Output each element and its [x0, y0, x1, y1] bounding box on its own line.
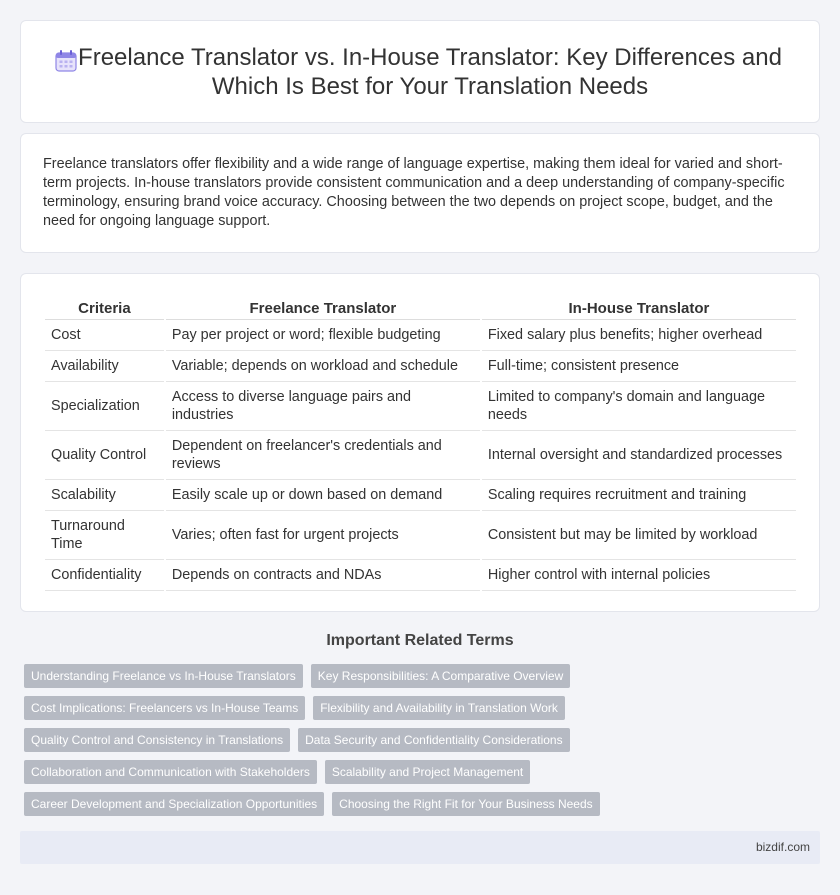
table-cell: Access to diverse language pairs and industries	[166, 382, 480, 431]
page-title: Freelance Translator vs. In-House Translator: Key Differences and Which Is Best for Your Translation Needs	[78, 43, 782, 100]
table-row	[45, 351, 796, 382]
table-cell: Fixed salary plus benefits; higher overhead	[482, 320, 796, 351]
related-terms-list	[24, 664, 824, 824]
table-cell: Cost	[45, 320, 164, 351]
table-cell: Varies; often fast for urgent projects	[166, 511, 480, 560]
footer	[20, 831, 820, 864]
related-term-tag[interactable]: Scalability and Project Management	[325, 760, 530, 784]
related-term-tag[interactable]: Understanding Freelance vs In-House Translators	[24, 664, 303, 688]
title-card	[20, 20, 820, 123]
table-cell: Confidentiality	[45, 560, 164, 591]
table-cell: Depends on contracts and NDAs	[166, 560, 480, 591]
table-cell: Variable; depends on workload and schedule	[166, 351, 480, 382]
table-cell: Turnaround Time	[45, 511, 164, 560]
related-term-tag[interactable]: Career Development and Specialization Opportunities	[24, 792, 324, 816]
table-row	[45, 480, 796, 511]
table-cell: Availability	[45, 351, 164, 382]
column-header-freelance: Freelance Translator	[166, 294, 480, 320]
table-row	[45, 511, 796, 560]
related-term-tag[interactable]: Flexibility and Availability in Translation Work	[313, 696, 565, 720]
table-row	[45, 320, 796, 351]
table-header-row	[45, 294, 796, 320]
table-cell: Dependent on freelancer's credentials and reviews	[166, 431, 480, 480]
table-cell: Quality Control	[45, 431, 164, 480]
table-row	[45, 431, 796, 480]
table-cell: Full-time; consistent presence	[482, 351, 796, 382]
table-cell: Easily scale up or down based on demand	[166, 480, 480, 511]
comparison-table	[43, 294, 798, 591]
table-cell: Pay per project or word; flexible budgeting	[166, 320, 480, 351]
table-cell: Higher control with internal policies	[482, 560, 796, 591]
related-term-tag[interactable]: Data Security and Confidentiality Considerations	[298, 728, 569, 752]
column-header-criteria: Criteria	[45, 294, 164, 320]
table-cell: Internal oversight and standardized processes	[482, 431, 796, 480]
related-term-tag[interactable]: Collaboration and Communication with Stakeholders	[24, 760, 317, 784]
intro-paragraph: Freelance translators offer flexibility and a wide range of language expertise, making them ideal for varied and short-term projects. In-house translators provide consistent communication and a deep understanding of company-specific terminology, ensuring brand voice accuracy. Choosing between the two depends on project scope, budget, and the need for ongoing language support.	[43, 156, 785, 229]
table-cell: Limited to company's domain and language needs	[482, 382, 796, 431]
table-cell: Consistent but may be limited by workload	[482, 511, 796, 560]
table-row	[45, 382, 796, 431]
column-header-in-house: In-House Translator	[482, 294, 796, 320]
site-name[interactable]: bizdif.com	[755, 840, 810, 854]
related-term-tag[interactable]: Quality Control and Consistency in Translations	[24, 728, 290, 752]
related-term-tag[interactable]: Choosing the Right Fit for Your Business Needs	[332, 792, 599, 816]
related-term-tag[interactable]: Key Responsibilities: A Comparative Overview	[311, 664, 570, 688]
related-term-tag[interactable]: Cost Implications: Freelancers vs In-House Teams	[24, 696, 305, 720]
intro-card	[20, 133, 820, 253]
table-cell: Specialization	[45, 382, 164, 431]
related-terms-title: Important Related Terms	[326, 632, 514, 649]
table-row	[45, 560, 796, 591]
comparison-table-card	[20, 273, 820, 612]
table-cell: Scalability	[45, 480, 164, 511]
table-cell: Scaling requires recruitment and training	[482, 480, 796, 511]
